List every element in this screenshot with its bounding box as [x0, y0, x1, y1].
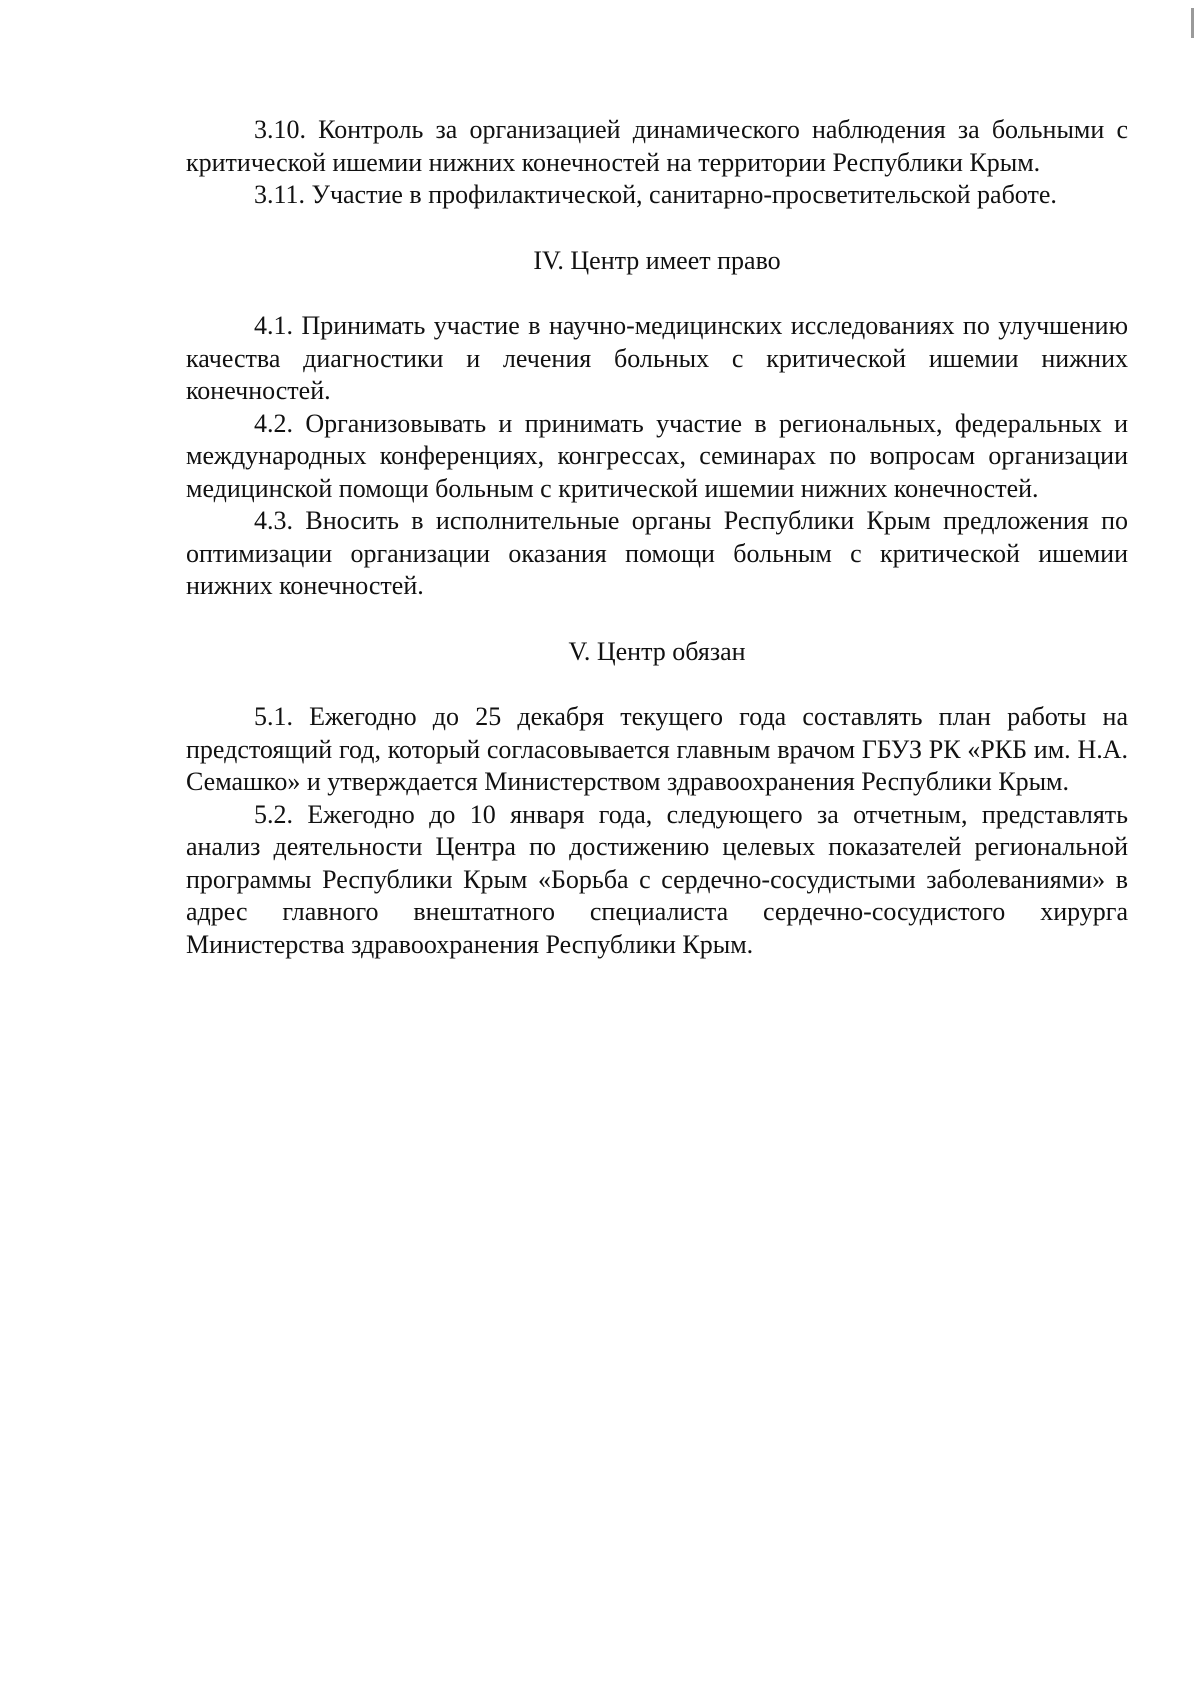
paragraph-3-11: 3.11. Участие в профилактической, санитарно-просветительской работе.: [254, 180, 1057, 209]
document-body: [186, 114, 1128, 961]
paragraph-3-10: 3.10. Контроль за организацией динамического наблюдения за больными с критической ишемии нижних конечностей на территории Республики Крым.: [186, 115, 1128, 177]
spacer: [186, 668, 1128, 701]
paragraph-5-1: 5.1. Ежегодно до 25 декабря текущего года составлять план работы на предстоящий год, который согласовывается главным врачом ГБУЗ РК «РКБ им. Н.А. Семашко» и утверждается Министерством здравоохранения Республики Крым.: [186, 702, 1128, 796]
scan-edge-mark: [1191, 8, 1194, 38]
spacer: [186, 277, 1128, 310]
section-5-heading: V. Центр обязан: [568, 636, 746, 666]
paragraph-5-2: 5.2. Ежегодно до 10 января года, следующего за отчетным, представлять анализ деятельности Центра по достижению целевых показателей региональной программы Республики Крым «Борьба с сердечно-сосудистыми заболеваниями» в адрес главного внештатного специалиста сердечно-сосудистого хирурга Министерства здравоохранения Республики Крым.: [186, 799, 1128, 959]
paragraph-4-3: 4.3. Вносить в исполнительные органы Республики Крым предложения по оптимизации организации оказания помощи больным с критической ишемии нижних конечностей.: [186, 506, 1128, 600]
paragraph-4-1: 4.1. Принимать участие в научно-медицинских исследованиях по улучшению качества диагностики и лечения больных с критической ишемии нижних конечностей.: [186, 311, 1128, 405]
section-4-heading: IV. Центр имеет право: [533, 245, 781, 275]
spacer: [186, 212, 1128, 245]
paragraph-4-2: 4.2. Организовывать и принимать участие в региональных, федеральных и международных конференциях, конгрессах, семинарах по вопросам организации медицинской помощи больным с критической ишемии нижних конечностей.: [186, 408, 1128, 503]
spacer: [186, 603, 1128, 636]
